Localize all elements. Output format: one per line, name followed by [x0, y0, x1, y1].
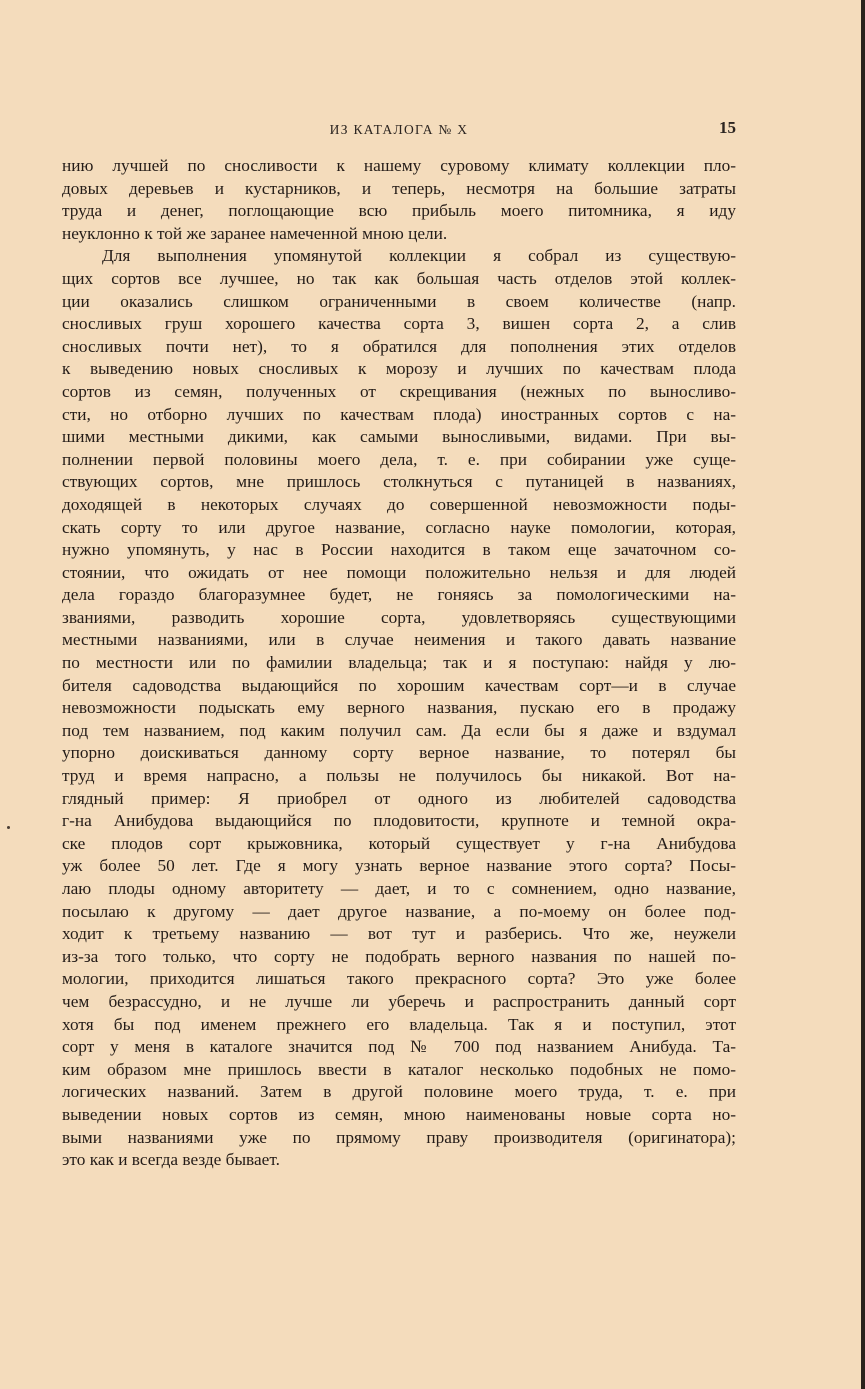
text-line: местными названиями, или в случае неимения и такого давать название — [62, 630, 736, 650]
print-speck — [7, 826, 10, 829]
text-line: чем безрассудно, и не лучше ли уберечь и распространить данный сорт — [62, 991, 736, 1011]
text-line: сносливых почти нет), то я обратился для пополнения этих отделов — [62, 336, 736, 356]
text-line: ции оказались слишком ограниченными в своем количестве (напр. — [62, 291, 736, 311]
text-line: бителя садоводства выдающийся по хорошим качествам сорт—и в случае — [62, 675, 736, 695]
text-line: ствующих сортов, мне пришлось столкнуться с путаницей в названиях, — [62, 472, 736, 492]
text-line: выми названиями уже по прямому праву производителя (оригинатора); — [62, 1127, 736, 1147]
text-line: нию лучшей по сносливости к нашему суровому климату коллекции пло- — [62, 156, 736, 175]
text-line: неуклонно к той же заранее намеченной мною цели. — [62, 223, 448, 243]
text-line: ходит к третьему названию — вот тут и разберись. Что же, неужели — [62, 924, 736, 944]
text-line: скать сорту то или другое название, согласно науке помологии, которая, — [62, 517, 736, 537]
text-line: стоянии, что ожидать от нее помощи положительно нельзя и для людей — [62, 562, 736, 582]
text-line: выведении новых сортов из семян, мною наименованы новые сорта но- — [62, 1104, 736, 1124]
running-head: ИЗ КАТАЛОГА № X — [329, 122, 469, 137]
text-line: сти, но отборно лучших по качествам плода) иностранных сортов с на- — [62, 404, 736, 424]
text-line: к выведению новых сносливых к морозу и лучших по качествам плода — [62, 359, 736, 379]
text-line: лаю плоды одному авторитету — дает, и то с сомнением, одно название, — [62, 879, 736, 898]
text-line: сносливых груш хорошего качества сорта 3, вишен сорта 2, а слив — [62, 314, 736, 334]
text-line: Для выполнения упомянутой коллекции я собрал из существую- — [102, 246, 736, 266]
body-text — [62, 155, 736, 1172]
text-line: ске плодов сорт крыжовника, который существует у г-на Анибудова — [62, 833, 736, 853]
text-line: упорно доискиваться данному сорту верное название, то потерял бы — [62, 743, 736, 763]
text-line: нужно упомянуть, у нас в России находится в таком еще зачаточном со- — [62, 540, 736, 560]
page-number: 15 — [719, 118, 736, 137]
text-line: труд и время напрасно, а пользы не получилось бы никакой. Вот на- — [62, 766, 736, 786]
text-line: ким образом мне пришлось ввести в каталог несколько подобных не помо- — [62, 1059, 736, 1079]
text-line: уж более 50 лет. Где я могу узнать верное название этого сорта? Посы- — [62, 856, 736, 876]
text-line: сорт у меня в каталоге значится под № 700 под названием Анибуда. Та- — [62, 1037, 736, 1057]
text-line: глядный пример: Я приобрел от одного из любителей садоводства — [62, 788, 736, 808]
text-line: посылаю к другому — дает другое название, а по-моему он более под- — [62, 901, 736, 921]
text-line: сортов из семян, полученных от скрещивания (нежных по выносливо- — [62, 381, 736, 401]
text-line: мологии, приходится лишаться такого прекрасного сорта? Это уже более — [62, 969, 736, 989]
text-line: это как и всегда везде бывает. — [62, 1150, 280, 1170]
text-line: из-за того только, что сорту не подобрать верного названия по нашей по- — [62, 946, 736, 966]
text-line: дела гораздо благоразумнее будет, не гоняясь за помологическими на- — [62, 585, 736, 605]
text-line: г-на Анибудова выдающийся по плодовитости, крупноте и темной окра- — [62, 811, 736, 831]
text-line: по местности или по фамилии владельца; так и я поступаю: найдя у лю- — [62, 653, 736, 673]
text-line: труда и денег, поглощающие всю прибыль моего питомника, я иду — [62, 201, 736, 221]
text-line: полнении первой половины моего дела, т. е. при собирании уже суще- — [62, 449, 736, 469]
text-line: доходящей в некоторых случаях до совершенной невозможности поды- — [62, 494, 736, 514]
text-line: невозможности подыскать ему верного названия, пускаю его в продажу — [62, 698, 736, 718]
page-header — [62, 116, 736, 142]
text-line: логических названий. Затем в другой половине моего труда, т. е. при — [62, 1082, 736, 1102]
text-line: хотя бы под именем прежнего его владельца. Так я и поступил, этот — [62, 1014, 736, 1034]
text-line: под тем названием, под каким получил сам. Да если бы я даже и вздумал — [62, 720, 736, 740]
text-line: довых деревьев и кустарников, и теперь, несмотря на большие затраты — [62, 178, 736, 198]
page-edge-shadow — [861, 0, 865, 1389]
text-line: щих сортов все лучшее, но так как большая часть отделов этой коллек- — [62, 268, 736, 288]
text-line: званиями, разводить хорошие сорта, удовлетворяясь существующими — [62, 607, 736, 627]
text-line: шими местными дикими, как самыми выносливыми, видами. При вы- — [62, 427, 736, 447]
